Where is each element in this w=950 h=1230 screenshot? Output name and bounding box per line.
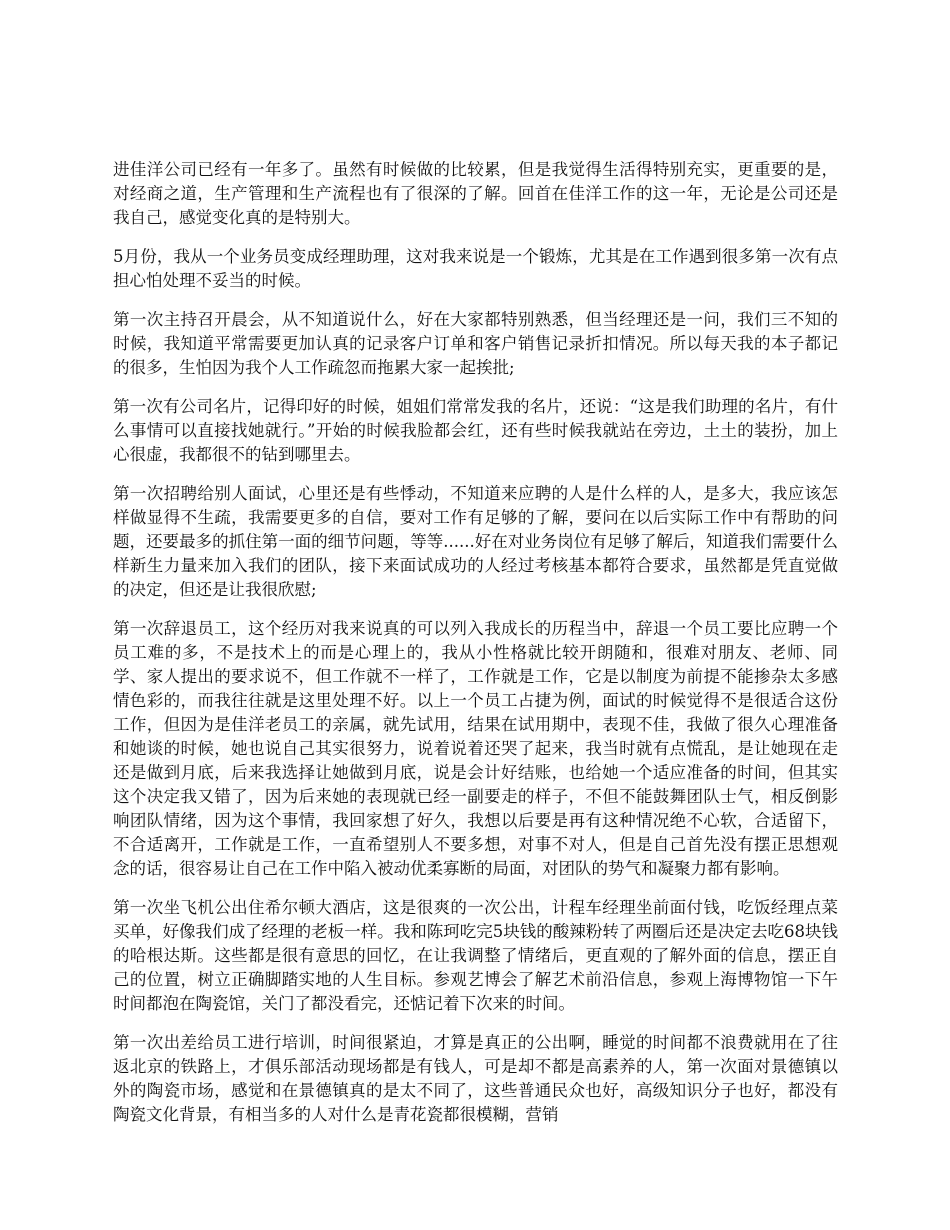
document-body xyxy=(113,158,838,1127)
paragraph-first-flight-trip: 第一次坐飞机公出住希尔顿大酒店，这是很爽的一次公出，计程车经理坐前面付钱，吃饭经理点菜买单，好像我们成了经理的老板一样。我和陈珂吃完5块钱的酸辣粉转了两圈后还是决定去吃68块钱的哈根达斯。这些都是很有意思的回忆，在让我调整了情绪后，更直观的了解外面的信息，摆正自己的位置，树立正确脚踏实地的人生目标。参观艺博会了解艺术前沿信息，参观上海博物馆一下午时间都泡在陶瓷馆，关门了都没看完，还惦记着下次来的时间。 xyxy=(113,898,838,1013)
paragraph-first-dismissal: 第一次辞退员工，这个经历对我来说真的可以列入我成长的历程当中，辞退一个员工要比应聘一个员工难的多，不是技术上的而是心理上的，我从小性格就比较开朗随和，很难对朋友、老师、同学、家人提出的要求说不，但工作就不一样了，工作就是工作，它是以制度为前提不能掺杂太多感情色彩的，而我往往就是这里处理不好。以上一个员工占捷为例，面试的时候觉得不是很适合这份工作，但因为是佳洋老员工的亲属，就先试用，结果在试用期中，表现不佳，我做了很久心理准备和她谈的时候，她也说自己其实很努力，说着说着还哭了起来，我当时就有点慌乱，是让她现在走还是做到月底，后来我选择让她做到月底，说是会计好结账，也给她一个适应准备的时间，但其实这个决定我又错了，因为后来她的表现就已经一副要走的样子，不但不能鼓舞团队士气，相反倒影响团队情绪，因为这个事情，我回家想了好久，我想以后要是再有这种情况绝不心软，合适留下，不合适离开，工作就是工作，一直希望别人不要多想，对事不对人，但是自己首先没有摆正思想观念的话，很容易让自己在工作中陷入被动优柔寡断的局面，对团队的势气和凝聚力都有影响。 xyxy=(113,619,838,878)
paragraph-first-training-trip: 第一次出差给员工进行培训，时间很紧迫，才算是真正的公出啊，睡觉的时间都不浪费就用在了往返北京的铁路上，才俱乐部活动现场都是有钱人，可是却不都是高素养的人，第一次面对景德镇以外的陶瓷市场，感觉和在景德镇真的是太不同了，这些普通民众也好，高级知识分子也好，都没有陶瓷文化背景，有相当多的人对什么是青花瓷都很模糊，营销 xyxy=(113,1033,838,1124)
paragraph-first-business-card: 第一次有公司名片，记得印好的时候，姐姐们常常发我的名片，还说：“这是我们助理的名片，有什么事情可以直接找她就行。”开始的时候我脸都会红，还有些时候我就站在旁边，土土的装扮，加上心很虚，我都很不的钻到哪里去。 xyxy=(113,397,838,464)
paragraph-promotion: 5月份，我从一个业务员变成经理助理，这对我来说是一个锻炼，尤其是在工作遇到很多第一次有点担心怕处理不妥当的时候。 xyxy=(113,247,838,290)
paragraph-first-interview: 第一次招聘给别人面试，心里还是有些悸动，不知道来应聘的人是什么样的人，是多大，我应该怎样做显得不生疏，我需要更多的自信，要对工作有足够的了解，要问在以后实际工作中有帮助的问题，还要最多的抓住第一面的细节问题，等等......好在对业务岗位有足够了解后，知道我们需要什么样新生力量来加入我们的团队，接下来面试成功的人经过考核基本都符合要求，虽然都是凭直觉做的决定，但还是让我很欣慰; xyxy=(113,484,838,599)
paragraph-intro: 进佳洋公司已经有一年多了。虽然有时候做的比较累，但是我觉得生活得特别充实，更重要的是，对经商之道，生产管理和生产流程也有了很深的了解。回首在佳洋工作的这一年，无论是公司还是我自己，感觉变化真的是特别大。 xyxy=(113,160,838,227)
paragraph-first-meeting: 第一次主持召开晨会，从不知道说什么，好在大家都特别熟悉，但当经理还是一问，我们三不知的时候，我知道平常需要更加认真的记录客户订单和客户销售记录折扣情况。所以每天我的本子都记的很多，生怕因为我个人工作疏忽而拖累大家一起挨批; xyxy=(113,310,838,377)
